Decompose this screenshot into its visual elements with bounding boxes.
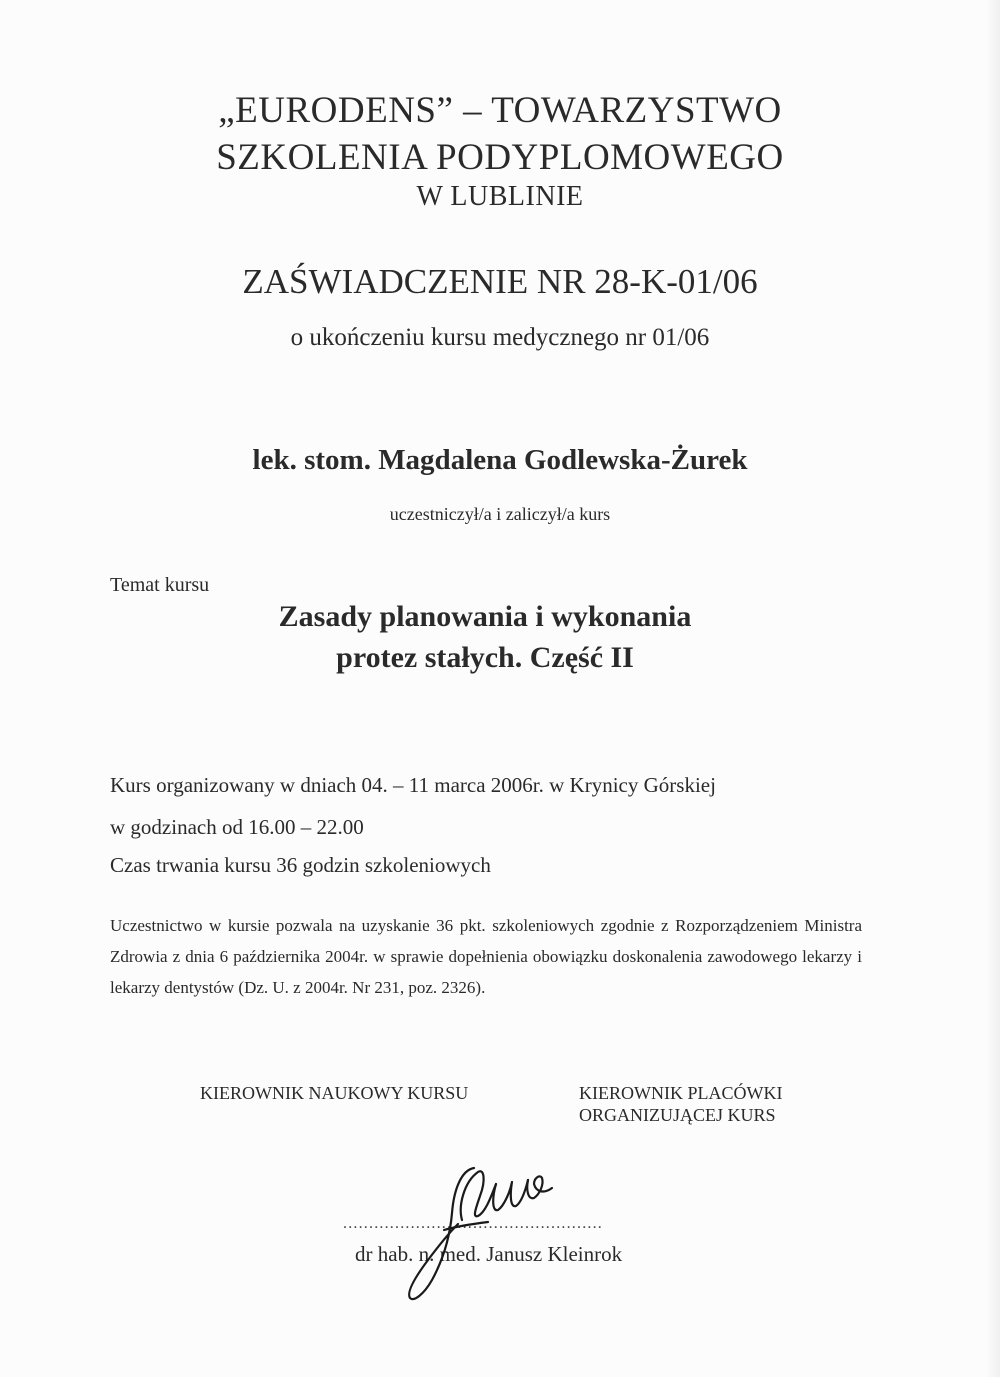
topic-label: Temat kursu xyxy=(110,574,210,596)
certificate-title: ZAŚWIADCZENIE NR 28-K-01/06 xyxy=(242,262,758,301)
course-hours: w godzinach od 16.00 – 22.00 xyxy=(110,815,364,839)
organization-city: W LUBLINIE xyxy=(416,181,584,212)
organization-name-line1: „EURODENS” – TOWARZYSTWO xyxy=(218,90,782,131)
facility-director-title-line2: ORGANIZUJĄCEJ KURS xyxy=(579,1105,776,1125)
certificate-subtitle: o ukończeniu kursu medycznego nr 01/06 xyxy=(290,324,710,351)
course-topic-line2: protez stałych. Część II xyxy=(336,641,634,674)
scientific-director-title: KIEROWNIK NAUKOWY KURSU xyxy=(200,1083,469,1103)
facility-director-title-line1: KIEROWNIK PLACÓWKI xyxy=(579,1083,783,1103)
organization-name-line2: SZKOLENIA PODYPLOMOWEGO xyxy=(216,137,784,178)
course-dates-location: Kurs organizowany w dniach 04. – 11 marca 2006r. w Krynicy Górskiej xyxy=(110,773,716,797)
participation-statement: uczestniczył/a i zaliczył/a kurs xyxy=(389,504,611,524)
legal-notice: Uczestnictwo w kursie pozwala na uzyskanie 36 pkt. szkoleniowych zgodnie z Rozporządzeniem Ministra Zdrowia z dnia 6 października 2004r. w sprawie dopełnienia obowiązku doskonalenia zawodowego lekarzy i lekarzy dentystów (Dz. U. z 2004r. Nr 231, poz. 2326). xyxy=(110,916,862,997)
signature-dotted-line: .................................................. xyxy=(343,1215,603,1232)
recipient-name: lek. stom. Magdalena Godlewska-Żurek xyxy=(252,444,748,476)
signer-name: dr hab. n. med. Janusz Kleinrok xyxy=(355,1242,623,1266)
handwritten-signature xyxy=(392,1158,562,1308)
course-duration: Czas trwania kursu 36 godzin szkoleniowych xyxy=(110,853,491,877)
course-topic-line1: Zasady planowania i wykonania xyxy=(278,600,692,633)
